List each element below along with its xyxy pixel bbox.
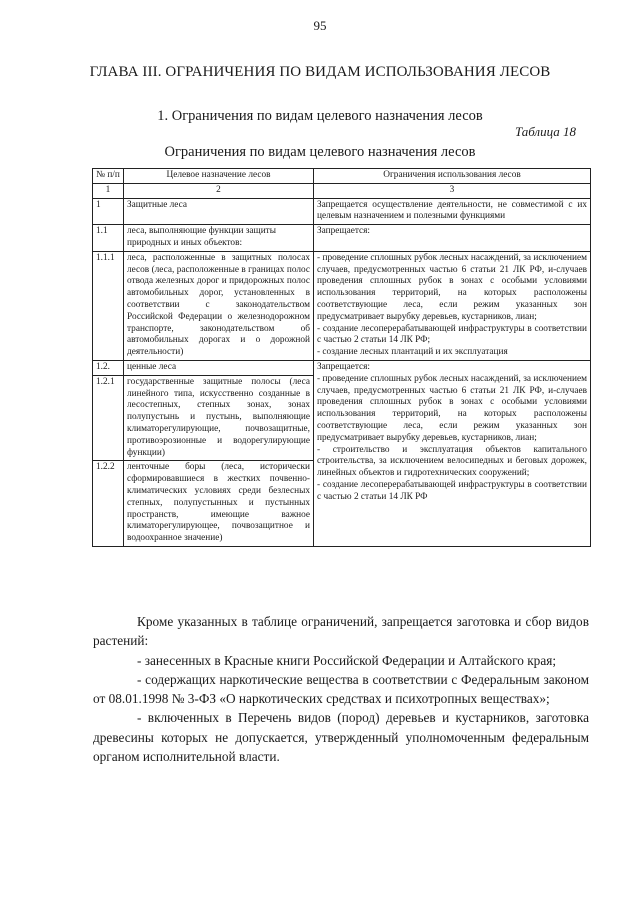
row-restriction: Запрещается осуществление деятельности, не совместимой с их целевым назначением и полезными функциями bbox=[314, 198, 591, 225]
page-number: 95 bbox=[313, 18, 327, 33]
row-restriction bbox=[314, 360, 591, 546]
column-number: 3 bbox=[314, 183, 591, 198]
header-purpose: Целевое назначение лесов bbox=[124, 169, 314, 184]
restriction-line: - проведение сплошных рубок лесных насаждений, за исключением случаев, предусмотренных частью 6 статьи 21 ЛК РФ, и-случаев проведения сплошных рубок в зонах с особыми условиями использования территорий, на которых расположены соответствующие леса, если режим указанных зон предусматривает вырубку деревьев, кустарников, лиан; bbox=[317, 252, 587, 322]
row-purpose: леса, расположенные в защитных полосах лесов (леса, расположенные в границах полос отвода железных дорог и придорожных полос автомобильных дорог, установленных в соответствии с законодательством Российской Федерации о железнодорожном транспорте, законодательством об автомобильных дорогах и о дорожной деятельности) bbox=[124, 251, 314, 360]
row-restriction: Запрещается: bbox=[314, 225, 591, 252]
table-caption: Ограничения по видам целевого назначения лесов bbox=[164, 144, 476, 160]
row-restriction bbox=[314, 251, 591, 360]
table-header-row bbox=[93, 169, 591, 184]
table-row bbox=[93, 251, 591, 360]
paragraph: - занесенных в Красные книги Российской Федерации и Алтайского края; bbox=[137, 652, 557, 668]
row-number: 1.1.1 bbox=[93, 251, 124, 360]
section-title: 1. Ограничения по видам целевого назначения лесов bbox=[157, 108, 483, 124]
chapter-title: ГЛАВА III. ОГРАНИЧЕНИЯ ПО ВИДАМ ИСПОЛЬЗОВАНИЯ ЛЕСОВ bbox=[89, 64, 551, 80]
restriction-line: - создание лесоперерабатывающей инфраструктуры в соответствии с частью 2 статьи 14 ЛК РФ bbox=[317, 479, 587, 502]
row-number: 1.2. bbox=[93, 360, 124, 375]
column-number-row bbox=[93, 183, 591, 198]
row-number: 1.2.2 bbox=[93, 461, 124, 547]
row-purpose: государственные защитные полосы (леса линейного типа, искусственно созданные в лесостепных, степных зонах, зонах полупустынь и пустынь, выполняющие климаторегулирующие, почвозащитные, противоэрозионные и водорегулирующие функции) bbox=[124, 375, 314, 461]
header-restriction: Ограничения использования лесов bbox=[314, 169, 591, 184]
table-label: Таблица 18 bbox=[514, 124, 576, 139]
restriction-line: - создание лесных плантаций и их эксплуатация bbox=[317, 347, 508, 358]
restriction-line: - создание лесоперерабатывающей инфраструктуры в соответствии с частью 2 статьи 14 ЛК РФ; bbox=[317, 323, 587, 346]
row-purpose: Защитные леса bbox=[124, 198, 314, 225]
header-number: № п/п bbox=[93, 169, 124, 184]
paragraph: - содержащих наркотические вещества в соответствии с Федеральным законом от 08.01.1998 № 3-ФЗ «О наркотических средствах и психотропных веществах»; bbox=[93, 671, 589, 707]
table-row bbox=[93, 225, 591, 252]
table-row bbox=[93, 198, 591, 225]
paragraph: - включенных в Перечень видов (пород) деревьев и кустарников, заготовка древесины которых не допускается, утвержденный уполномоченным федеральным органом исполнительной власти. bbox=[93, 710, 589, 765]
column-number: 1 bbox=[93, 183, 124, 198]
restrictions-table bbox=[92, 168, 591, 547]
row-number: 1 bbox=[93, 198, 124, 225]
restriction-line: - строительство и эксплуатация объектов капитального строительства, за исключением велосипедных и беговых дорожек, линейных объектов и гидротехнических сооружений; bbox=[317, 444, 587, 479]
row-number: 1.2.1 bbox=[93, 375, 124, 461]
row-purpose: ленточные боры (леса, исторически сформировавшиеся в жестких почвенно-климатических условиях среди безлесных степных, полупустынных и пустынных пространств, имеющие важное климаторегулирующее, почвозащитное и водоохранное значение) bbox=[124, 461, 314, 547]
paragraph: Кроме указанных в таблице ограничений, запрещается заготовка и сбор видов растений: bbox=[93, 614, 589, 649]
row-number: 1.1 bbox=[93, 225, 124, 252]
body-text bbox=[93, 612, 589, 766]
restriction-line: - проведение сплошных рубок лесных насаждений, за исключением случаев, предусмотренных частью 6 статьи 21 ЛК РФ, и-случаев проведения сплошных рубок в зонах с особыми условиями использования территорий, на которых расположены соответствующие леса, если режим указанных зон предусматривает вырубку деревьев, кустарников, лиан; bbox=[317, 373, 587, 443]
restriction-line: Запрещается: bbox=[317, 361, 370, 372]
row-purpose: леса, выполняющие функции защиты природных и иных объектов: bbox=[124, 225, 314, 252]
row-purpose: ценные леса bbox=[124, 360, 314, 375]
table-row bbox=[93, 360, 591, 375]
column-number: 2 bbox=[124, 183, 314, 198]
